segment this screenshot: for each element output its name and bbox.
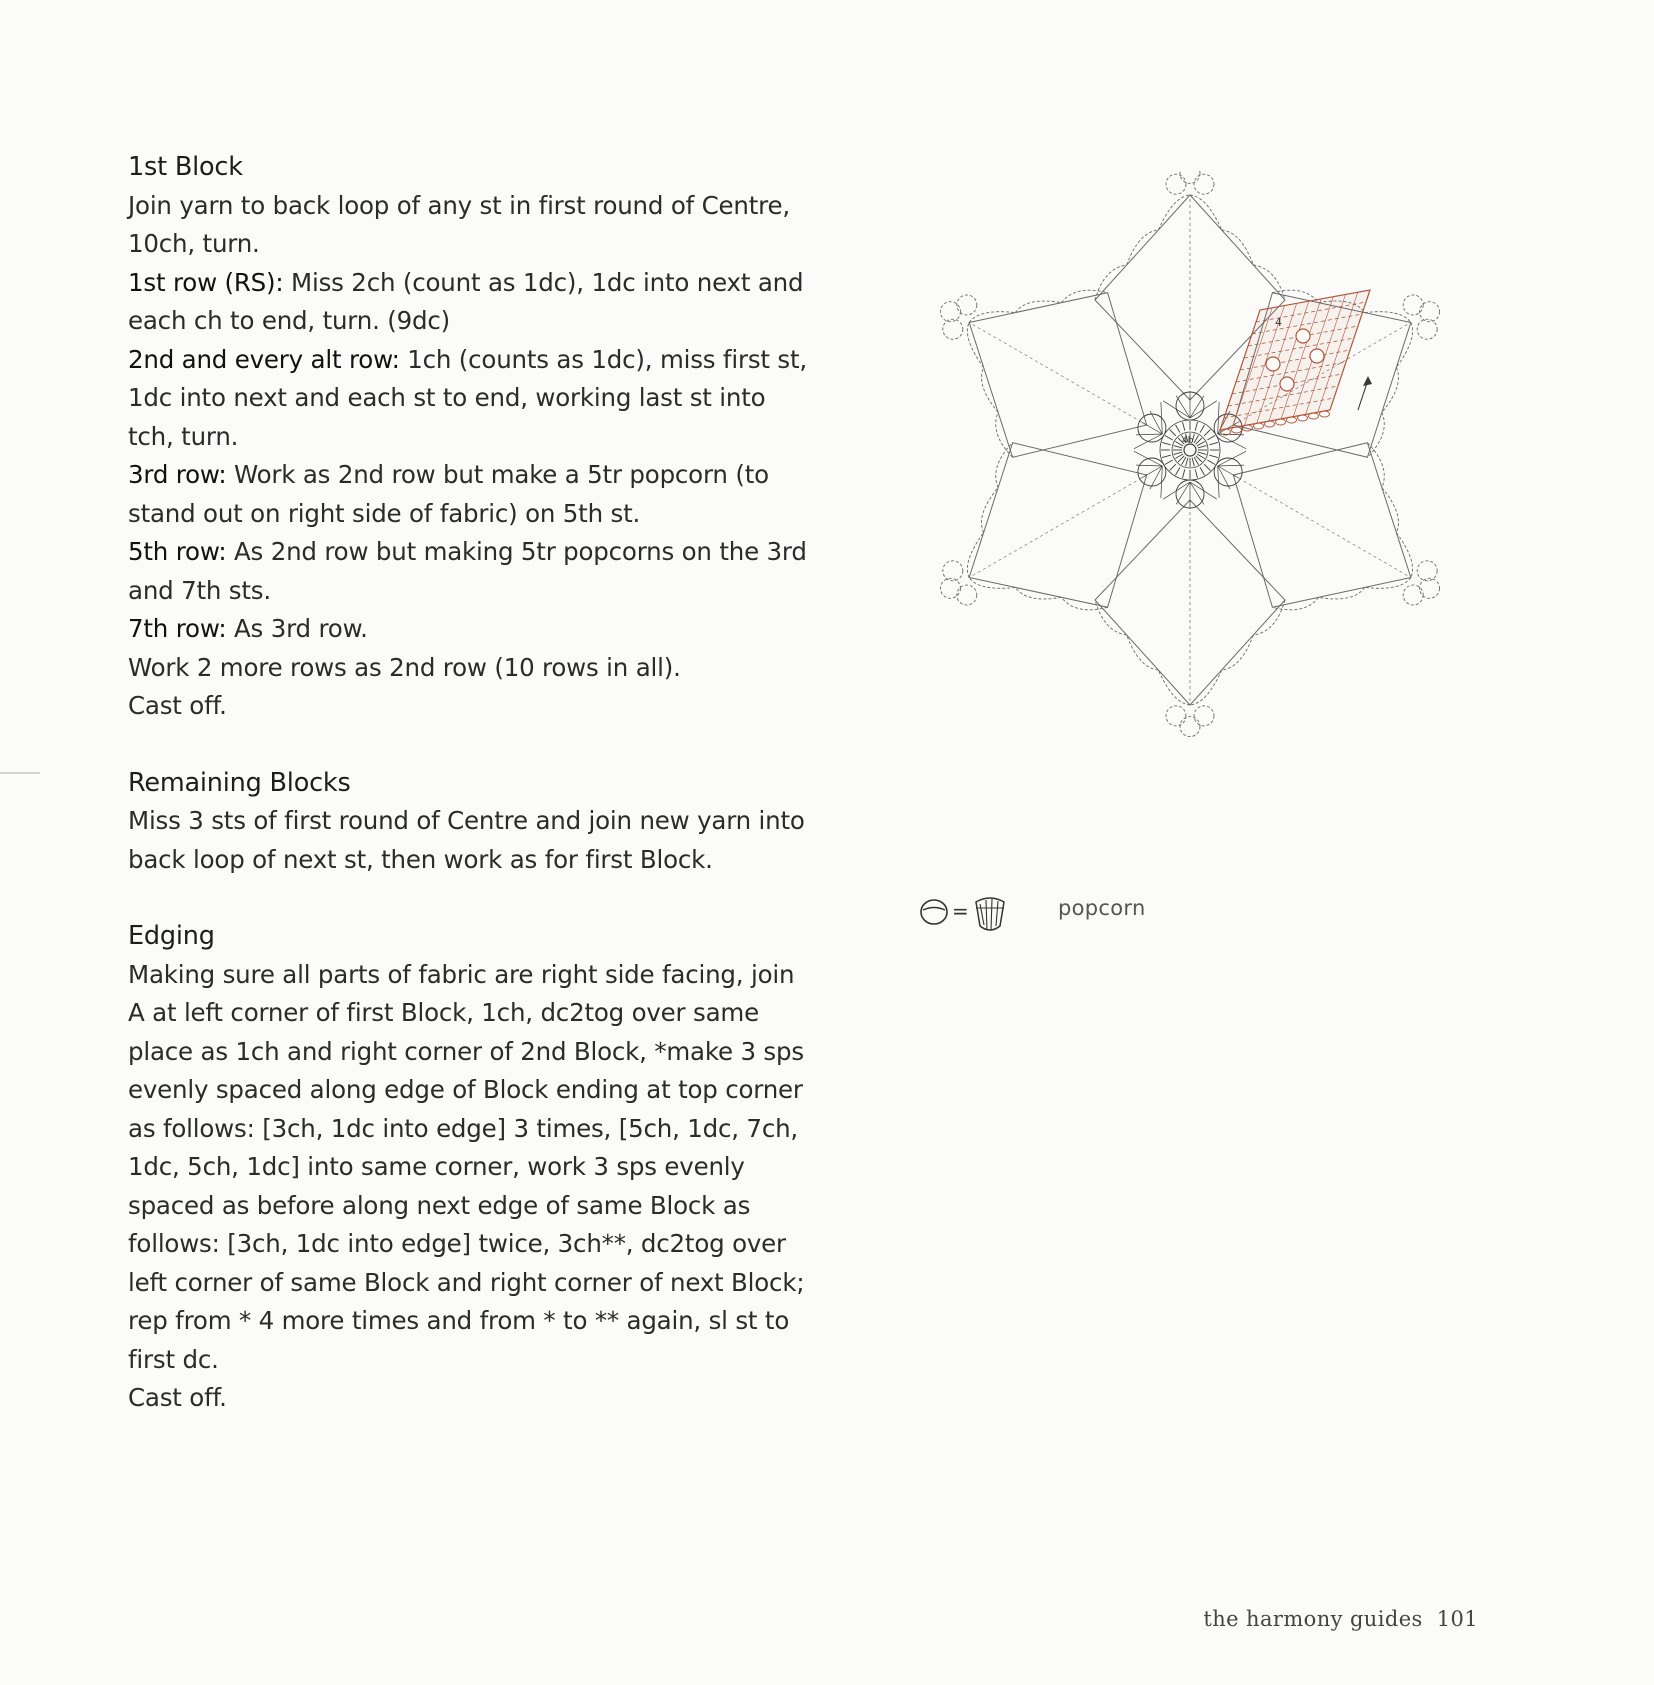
centre-stitch: [1176, 425, 1181, 433]
centre-stitch: [1207, 436, 1215, 441]
base-chain-stitch: [1309, 413, 1319, 419]
remaining-blocks-text: Miss 3 sts of first round of Centre and join new yarn into back loop of next st, then work as for first Block.: [128, 806, 805, 874]
row-text: 1ch (counts as 1dc), miss first st, 1dc into next and each st to end, working last st into tch, turn.: [128, 344, 807, 451]
petal-stitch: [1190, 482, 1204, 504]
block-outline: [1233, 443, 1411, 608]
centre-stitch: [1204, 464, 1210, 470]
legend-label: popcorn: [1058, 896, 1146, 920]
chart-legend: [918, 888, 1218, 938]
corner-picot: [957, 585, 977, 605]
block-fold-line: [969, 323, 1147, 426]
row-label: 5th row:: [128, 537, 227, 566]
row-label: 7th row:: [128, 614, 227, 643]
first-block-closing-1: Work 2 more rows as 2nd row (10 rows in all).: [128, 652, 681, 682]
row-text: Miss 2ch (count as 1dc), 1dc into next and each ch to end, turn. (9dc): [128, 267, 804, 335]
centre-stitch: [1204, 429, 1210, 435]
petal-stitch: [1136, 434, 1162, 435]
row-instruction-5: [128, 533, 818, 610]
base-chain-stitch: [1265, 421, 1275, 427]
popcorn-marker: [1310, 349, 1324, 363]
row-start-mark: 4: [1275, 316, 1282, 329]
block-outline: [969, 443, 1147, 608]
crochet-chart: [900, 170, 1480, 810]
petal-stitch: [1176, 482, 1190, 504]
corner-picot: [1194, 706, 1214, 726]
corner-picot: [1166, 706, 1186, 726]
centre-stitch: [1169, 429, 1175, 435]
row-label: 1st row (RS):: [128, 267, 284, 297]
row-label: 3rd row:: [128, 460, 227, 489]
petal-stitch: [1176, 396, 1190, 418]
popcorn-symbol-icon: [918, 888, 1023, 938]
crochet-chart-svg: [900, 170, 1480, 810]
legend-equals: =: [952, 899, 969, 923]
remaining-blocks-heading: Remaining Blocks: [128, 767, 351, 798]
centre-stitch: [1169, 464, 1175, 470]
book-title: the harmony guides: [1203, 1607, 1423, 1631]
page-number: 101: [1436, 1607, 1478, 1631]
corner-picot: [1420, 302, 1440, 322]
centre-stitch: [1209, 442, 1218, 444]
popcorn-marker: [1296, 329, 1310, 343]
petal-stitch: [1218, 434, 1246, 449]
row-instruction-1: [128, 264, 818, 341]
petal-stitch: [1136, 465, 1162, 466]
corner-picot: [1180, 170, 1200, 183]
row-text: As 3rd row.: [226, 614, 368, 643]
centre-stitch: [1182, 469, 1184, 478]
edging-closing: Cast off.: [128, 1383, 227, 1412]
centre-stitch: [1165, 460, 1173, 465]
block-outlines: [969, 195, 1411, 705]
corner-picot: [1166, 174, 1186, 194]
base-chain-stitch: [1298, 415, 1308, 421]
centre-stitch: [1198, 452, 1207, 454]
pattern-text-column: [128, 148, 818, 1418]
centre-stitch: [1186, 458, 1188, 467]
highlight-block-outline: [1220, 290, 1370, 430]
centre-stitch: [1207, 460, 1215, 465]
corner-picot: [940, 302, 960, 322]
highlighted-block: [1220, 290, 1372, 435]
scan-edge-mark: [0, 772, 40, 774]
block-fold-line: [1233, 475, 1411, 578]
page-footer: [1203, 1607, 1478, 1631]
base-chain-stitch: [1232, 427, 1242, 433]
first-block-closing-2: Cast off.: [128, 691, 227, 720]
base-chain-stitch: [1320, 411, 1330, 417]
petal-stitch: [1134, 434, 1162, 449]
centre-stitch: [1209, 455, 1218, 457]
petal-stitch: [1218, 465, 1244, 466]
corner-picot: [1403, 295, 1423, 315]
row-instruction-7: [128, 610, 818, 649]
popcorn-marker: [1280, 377, 1294, 391]
row-instruction-2: [128, 341, 818, 457]
edging-text: Making sure all parts of fabric are right side facing, join A at left corner of first Block, 1ch, dc2tog over same place as 1ch and right corner of 2nd Block, *make 3 sps evenly spaced along edge of Block ending at top corner as follows: [3ch, 1dc into edge] 3 times, [5ch, 1dc, 7ch, 1dc, 5ch, 1dc] into same corner, work 3 sps evenly spaced as before along next edge of same Block as follows: [3ch, 1dc into edge] twice, 3ch**, dc2tog over left corner of same Block and right corner of next Block; rep from * 4 more times and from * to ** again, sl st to first dc.: [128, 959, 805, 1374]
centre-stitch: [1162, 442, 1171, 444]
popcorn-marker: [1266, 357, 1280, 371]
corner-picot: [1417, 319, 1437, 339]
centre-stitch: [1195, 469, 1197, 478]
base-chain-stitch: [1276, 419, 1286, 425]
petal-stitch: [1190, 396, 1204, 418]
corner-picot: [1420, 578, 1440, 598]
centre-stitch: [1162, 455, 1171, 457]
centre-stitch: [1182, 422, 1184, 431]
corner-picot: [943, 561, 963, 581]
block-outline: [969, 293, 1147, 458]
corner-picot: [1417, 561, 1437, 581]
centre-row-mark: 4b: [1182, 436, 1194, 446]
row-text: Work as 2nd row but make a 5tr popcorn (to stand out on right side of fabric) on 5th st.: [128, 460, 769, 528]
corner-picot: [1194, 174, 1214, 194]
row-label: 2nd and every alt row:: [128, 344, 400, 374]
centre-stitch: [1198, 446, 1207, 448]
base-chain-stitch: [1254, 423, 1264, 429]
centre-stitch: [1176, 467, 1181, 475]
centre-stitch: [1192, 458, 1194, 467]
centre-stitch: [1200, 425, 1205, 433]
corner-picot: [940, 578, 960, 598]
corner-picot: [957, 295, 977, 315]
direction-arrowhead: [1363, 376, 1372, 386]
corner-picot: [1403, 585, 1423, 605]
centre-stitch: [1195, 422, 1197, 431]
first-block-heading: 1st Block: [128, 152, 243, 182]
petal-stitch: [1134, 451, 1162, 466]
first-block-intro: Join yarn to back loop of any st in first round of Centre, 10ch, turn.: [128, 190, 790, 258]
centre-stitch: [1174, 446, 1183, 448]
edging-heading: Edging: [128, 921, 215, 951]
centre-stitch: [1200, 467, 1205, 475]
corner-picot: [1180, 717, 1200, 737]
petal-stitch: [1218, 451, 1246, 466]
centre-stitch: [1165, 436, 1173, 441]
row-instruction-3: [128, 456, 818, 533]
corner-picot: [943, 319, 963, 339]
base-chain-stitch: [1287, 417, 1297, 423]
centre-stitch: [1174, 452, 1183, 454]
row-text: As 2nd row but making 5tr popcorns on the 3rd and 7th sts.: [128, 537, 807, 605]
